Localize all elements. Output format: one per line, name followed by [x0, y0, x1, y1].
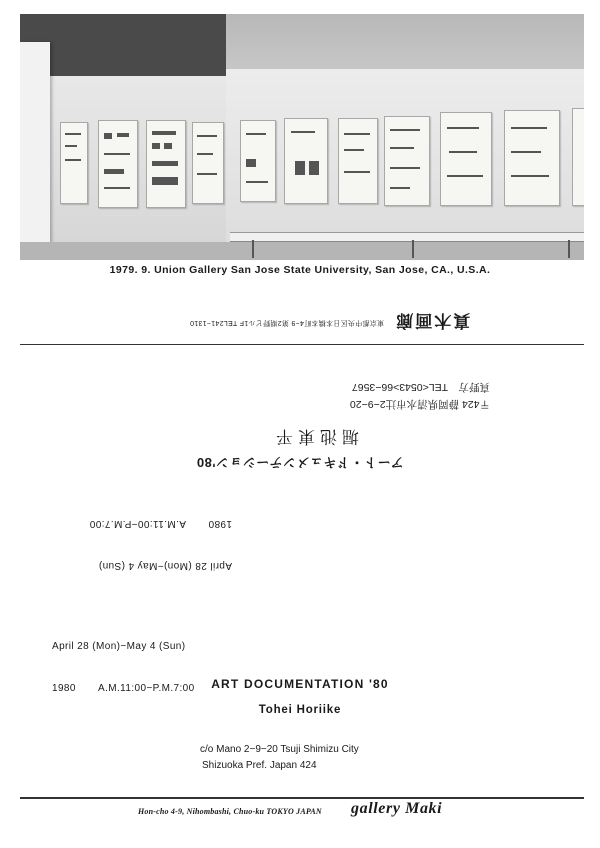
- artist-address: [200, 742, 460, 774]
- jp-exhibition-title: アート・ドキュメンテーション'80: [196, 455, 404, 470]
- address-line-2: Shizuoka Pref. Japan 424: [202, 760, 317, 771]
- photo-panel: [504, 110, 560, 206]
- photo-pillar: [20, 42, 50, 260]
- date-range-rotated: April 28 (Mon)−May 4 (Sun): [98, 560, 232, 571]
- photo-panel: [240, 120, 276, 202]
- photo-panel: [146, 120, 186, 208]
- photo-panel: [284, 118, 328, 204]
- dates-rotated: [52, 502, 232, 600]
- bottom-divider: [20, 797, 584, 799]
- photo-floor: [20, 242, 584, 260]
- photo-panel: [338, 118, 378, 204]
- photo-panel: [440, 112, 492, 206]
- photo-panel: [384, 116, 430, 206]
- photo-caption: 1979. 9. Union Gallery San Jose State University, San Jose, CA., U.S.A.: [109, 264, 491, 276]
- dates: [52, 612, 252, 710]
- jp-artist-postal-line: 〒424 静岡県清水市辻2−9−20: [349, 398, 490, 410]
- exhibition-photo: [20, 14, 584, 260]
- jp-artist-name: 堀池東平: [271, 426, 359, 446]
- footer-address: Hon-cho 4-9, Nihombashi, Chuo-ku TOKYO JAPAN: [138, 807, 322, 816]
- photo-table-leg: [568, 240, 570, 258]
- date-year: 1980: [52, 683, 76, 694]
- date-year-rotated: 1980: [208, 518, 232, 529]
- top-divider: [20, 344, 584, 345]
- photo-panel: [60, 122, 88, 204]
- jp-artist-contact-line: 真野方 TEL<0543>66−3567: [351, 381, 490, 393]
- address-line-1: c/o Mano 2−9−20 Tsuji Shimizu City: [200, 744, 359, 755]
- jp-gallery-name: 真木画廊: [394, 310, 471, 331]
- date-time-rotated: A.M.11:00−P.M.7:00: [89, 518, 186, 529]
- artist-name: Tohei Horiike: [258, 704, 342, 716]
- photo-dark-wall: [20, 14, 226, 84]
- jp-gallery-address: 東京都中央区日本橋本町4−9 第2期野ビル1F TEL241−1310: [189, 319, 385, 326]
- photo-table-leg: [412, 240, 414, 258]
- photo-panel: [98, 120, 138, 208]
- jp-gallery-header: [130, 312, 530, 334]
- exhibition-title: ART DOCUMENTATION '80: [211, 677, 389, 691]
- jp-artist-address: [190, 378, 490, 412]
- date-time: A.M.11:00−P.M.7:00: [98, 683, 195, 694]
- photo-panel: [192, 122, 224, 204]
- photo-display-table: [230, 232, 584, 242]
- date-hours-rotated: [52, 516, 232, 530]
- photo-panel: [572, 108, 584, 206]
- footer-gallery-logo: gallery Maki: [351, 800, 443, 817]
- photo-table-leg: [252, 240, 254, 258]
- date-range: April 28 (Mon)−May 4 (Sun): [52, 641, 186, 652]
